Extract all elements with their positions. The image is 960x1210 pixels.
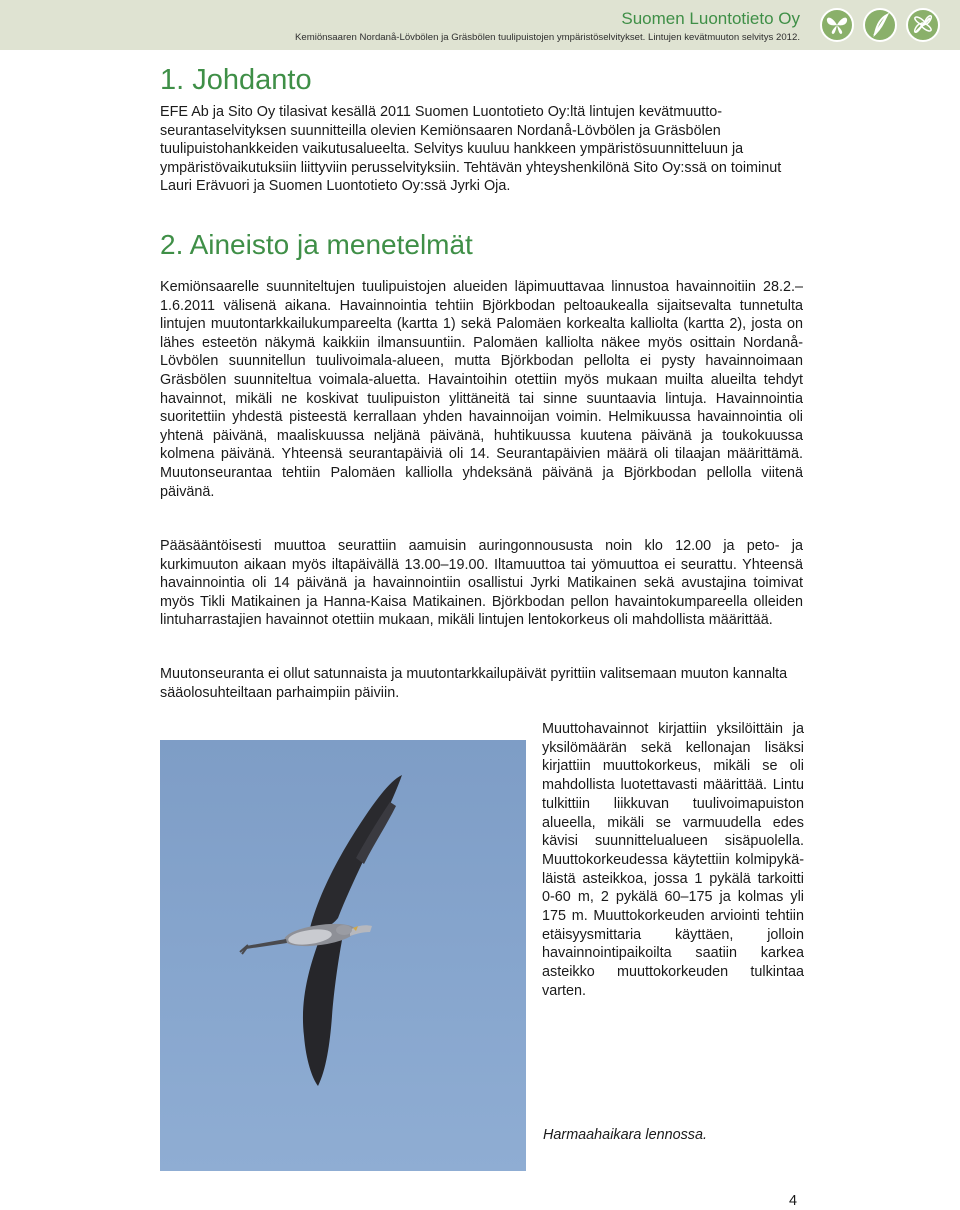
header-title: Suomen Luontotieto Oy (621, 9, 800, 28)
paragraph-methods-1: Kemiönsaarelle suunniteltujen tuulipuistojen alueiden läpimuuttavaa linnustoa havainnoitiin 28.2.–1.6.2011 välisenä aikana. Havainnointia tehtiin Björkbodan peltoaukealla sijaitsevalta tunnetulta lintujen muutontarkkailukumpareelta (kartta 1) sekä Palomäen korkealta kalliolta (kartta 2), josta on lähes esteetön näkymä kaikkiin ilmansuuntiin. Palomäen kalliolta näkee myös osittain Nordanå-Lövbölen suunnitellun tuulivoimala-alueen, mutta Björkbodan pellolta ei pysty havainnoimaan Gräsbölen suunniteltua voimala-aluetta. Havaintoihin otettiin myös mukaan muilta alueilta tehdyt havainnot, mikäli ne koskivat tuulipuiston ylittäneitä tai sinne suuntaavia lintuja. Havainnointia suoritettiin yhdestä pisteestä kerrallaan yhden havainnoijan voimin. Helmikuussa havainnointia oli yhtenä päivänä, maaliskuussa neljänä päivänä, huhtikuussa kuutena päivänä ja toukokuussa kolmena päivänä. Yhteensä seurantapäiviä oli 14. Seurantapäivien määrä oli tilaajan määrittämä. Muutonseurantaa tehtiin Palomäen kalliolla yhdeksänä päivänä ja Björkbodan pellolla viitenä päivänä. (160, 279, 803, 500)
heron-photo (160, 740, 526, 1171)
heron-silhouette (160, 740, 526, 1171)
section-heading-aineisto: 2. Aineisto ja menetelmät (160, 229, 473, 260)
header-subtitle: Kemiönsaaren Nordanå-Lövbölen ja Gräsbölen tuulipuistojen ympäristöselvitykset. Lintujen kevätmuuton selvitys 2012. (294, 32, 800, 43)
paragraph-intro: EFE Ab ja Sito Oy tilasivat kesällä 2011 Suomen Luontotieto Oy:ltä lintujen kevätmuutto-seurantaselvityksen suunnitteilla olevien Kemiönsaaren Nordanå-Lövbölen ja Gräsbölen tuulipuistohankkeiden vaikutusalueelta. Selvitys kuuluu hankkeen ympäristösuunnitteluun ja ympäristövaikutuksiin liittyviin perusselvityksiin. Tehtävän yhteyshenkilönä Sito Oy:ssä on toiminut Lauri Erävuori ja Suomen Luontotieto Oy:ssä Jyrki Oja. (160, 104, 782, 195)
paragraph-methods-3: Muutonseuranta ei ollut satunnaista ja muutontarkkailupäivät pyrittiin valitsemaan muuton kannalta sääolosuhteiltaan parhaimpiin päiviin. (160, 666, 788, 701)
butterfly-icon (820, 8, 854, 42)
dragonfly-icon (906, 8, 940, 42)
page-header (0, 0, 960, 50)
header-logos (820, 8, 942, 44)
section-heading-johdanto: 1. Johdanto (160, 64, 312, 96)
leaf-icon (863, 8, 897, 42)
photo-caption: Harmaahaikara lennossa. (543, 1127, 707, 1143)
page-number: 4 (789, 1193, 798, 1209)
paragraph-methods-2: Pääsääntöisesti muuttoa seurattiin aamuisin auringonnoususta noin klo 12.00 ja peto- ja kurkimuuton aikaan myös iltapäivällä 13.00–19.00. Iltamuuttoa tai yömuuttoa ei seurattu. Yhteensä havainnointia oli 14 päivänä ja havainnointiin osallistui Jyrki Matikainen sekä avustajina toimivat myös Tikli Matikainen ja Hanna-Kaisa Matikainen. Björkbodan pellon havaintokumpareella olleiden lintuharrastajien havainnot otettiin mukaan, mikäli lintujen lentokorkeus oli mahdollista määrittää. (160, 538, 803, 629)
paragraph-side-column: Muuttohavainnot kirjattiin yksilöittäin ja yksilömäärän sekä kellonajan lisäksi kirjattiin muuttokorkeus, mikäli se oli mahdollista luotettavasti määrittää. Lintu tulkittiin liikkuvan tuulivoimapuiston alueella, mikäli se varmuudella edes kävisi suunnittelualueen sisäpuolella. Muuttokorkeudessa käytettiin kolmipykäläistä asteikkoa, jossa 1 pykälä tarkoitti 0-60 m, 2 pykälä 60–175 ja kolmas yli 175 m. Muuttokorkeuden arviointi tehtiin etäisyysmittaria käyttäen, jolloin havainnointipaikoilta saatiin karkea asteikko muuttokorkeuden tulkintaa varten. (542, 721, 804, 999)
